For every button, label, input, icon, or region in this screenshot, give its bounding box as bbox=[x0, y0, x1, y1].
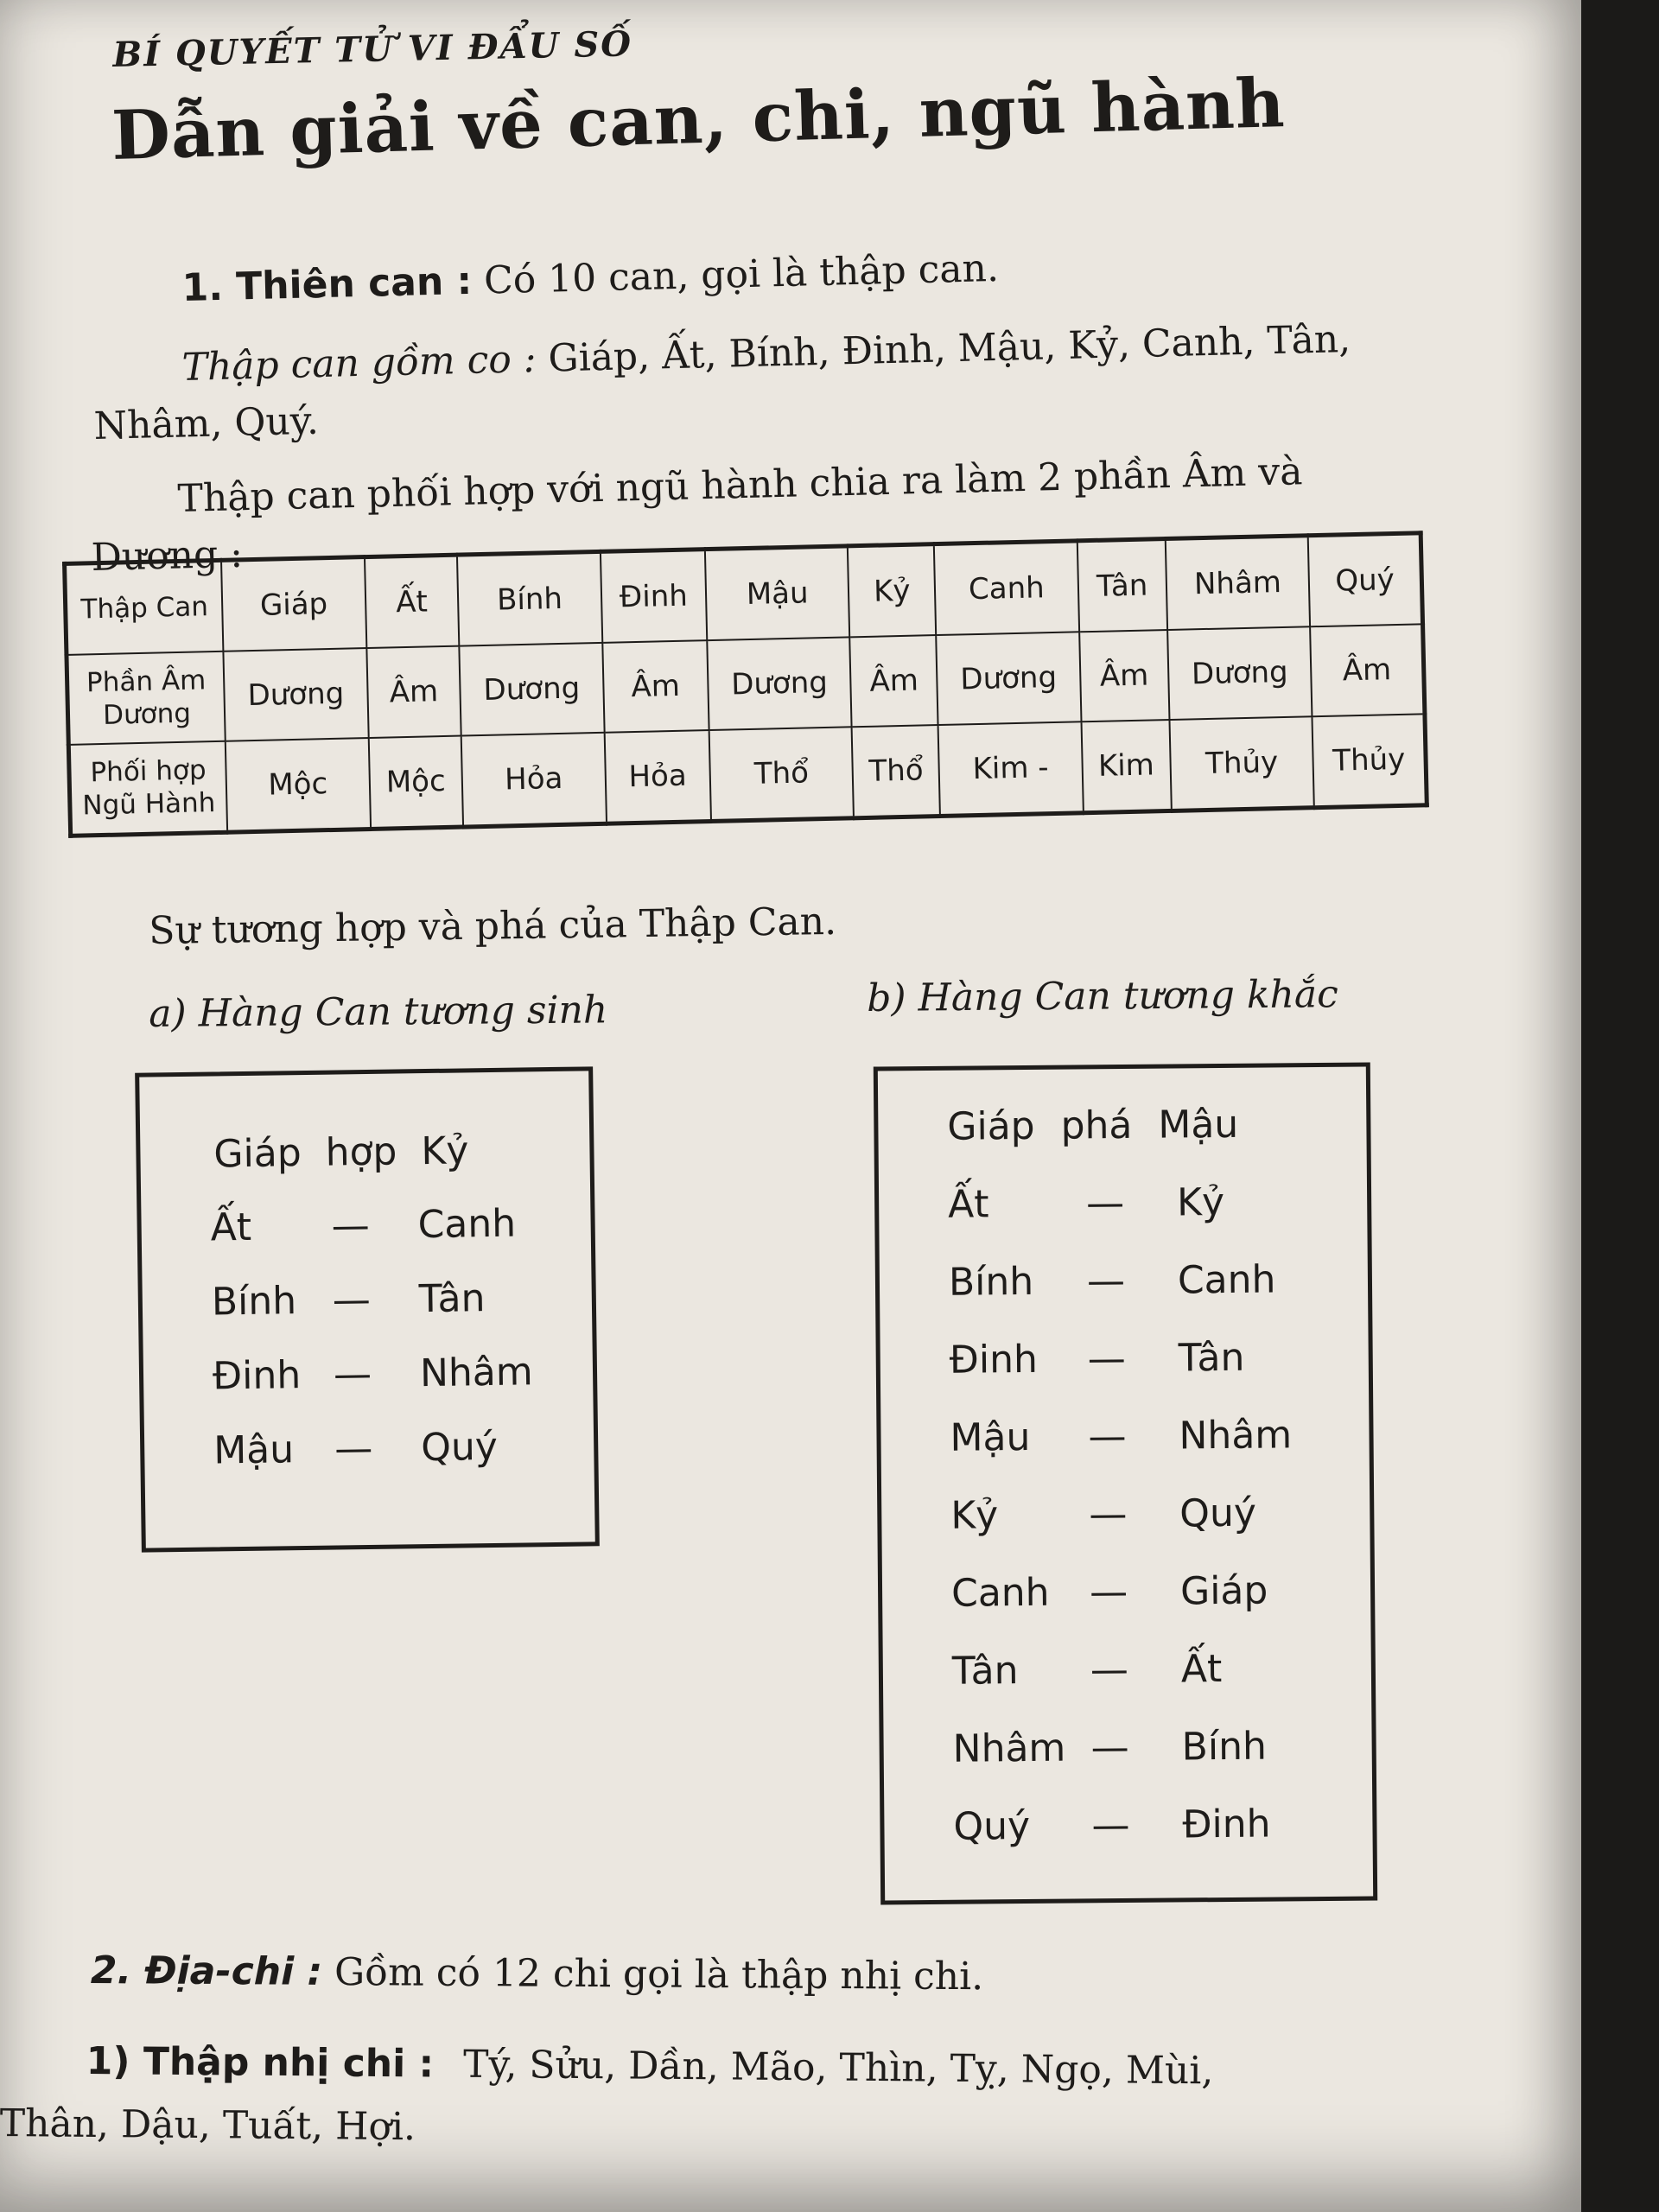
cell-am-duong: Âm bbox=[366, 646, 461, 738]
section1-line bbox=[181, 246, 999, 310]
can-right: Kỷ bbox=[421, 1128, 469, 1174]
cell-am-duong: Dương bbox=[1167, 626, 1313, 720]
can-left: Đinh bbox=[212, 1353, 302, 1399]
can-left: Kỷ bbox=[950, 1493, 999, 1538]
cell-am-duong: Dương bbox=[223, 648, 368, 741]
pair-row bbox=[951, 1646, 1324, 1694]
page-title: Dẫn giải về can, chi, ngũ hành bbox=[111, 64, 1287, 175]
relation-dash: — bbox=[1090, 1647, 1129, 1693]
can-left: Mậu bbox=[213, 1427, 295, 1473]
can-right: Giáp bbox=[1179, 1568, 1268, 1614]
box-b-caption: b) Hàng Can tương khắc bbox=[867, 972, 1338, 1020]
cell-can: Mậu bbox=[705, 546, 850, 640]
cell-can: Canh bbox=[934, 541, 1079, 635]
can-right: Nhâm bbox=[419, 1350, 534, 1396]
cell-am-duong: Âm bbox=[1310, 624, 1424, 716]
section1-text: Có 10 can, gọi là thập can. bbox=[483, 245, 1000, 303]
row-header-am-duong: Phần Âm Dương bbox=[67, 652, 226, 745]
thap-can-list-items: Giáp, Ất, Bính, Đinh, Mậu, Kỷ, Canh, Tân, bbox=[547, 316, 1351, 381]
can-right: Canh bbox=[1177, 1257, 1276, 1303]
cell-can: Bính bbox=[457, 551, 602, 645]
cell-am-duong: Âm bbox=[602, 640, 709, 733]
cell-can: Tân bbox=[1077, 539, 1166, 632]
can-right: Bính bbox=[1181, 1724, 1268, 1770]
tuong-hop-heading: Sự tương hợp và phá của Thập Can. bbox=[149, 899, 837, 953]
can-right: Đinh bbox=[1182, 1802, 1271, 1847]
thap-can-list-line2: Nhâm, Quý. bbox=[93, 398, 320, 448]
cell-am-duong: Dương bbox=[936, 632, 1081, 725]
cell-ngu-hanh: Thổ bbox=[852, 725, 940, 818]
cell-am-duong: Dương bbox=[707, 637, 852, 730]
pair-row bbox=[952, 1724, 1324, 1771]
thap-can-table bbox=[62, 531, 1429, 838]
can-left: Ất bbox=[947, 1182, 989, 1227]
can-left: Bính bbox=[948, 1259, 1034, 1305]
can-right: Kỷ bbox=[1176, 1179, 1225, 1225]
pair-row bbox=[948, 1257, 1320, 1305]
section3-line2: Thân, Dậu, Tuất, Hợi. bbox=[0, 2101, 416, 2150]
cell-ngu-hanh: Mộc bbox=[226, 738, 371, 832]
relation-dash: — bbox=[1089, 1569, 1128, 1615]
section3-line1 bbox=[86, 2039, 1214, 2093]
can-left: Canh bbox=[950, 1570, 1050, 1616]
cell-ngu-hanh: Thủy bbox=[1169, 716, 1314, 810]
can-left: Nhâm bbox=[952, 1726, 1066, 1771]
cell-am-duong: Âm bbox=[850, 635, 938, 727]
pair-row bbox=[947, 1179, 1319, 1227]
can-left: Quý bbox=[953, 1803, 1031, 1849]
cell-ngu-hanh: Thổ bbox=[709, 727, 854, 821]
pair-row bbox=[210, 1201, 556, 1250]
section1-heading: 1. Thiên can : bbox=[181, 258, 473, 310]
cell-ngu-hanh: Thủy bbox=[1313, 714, 1427, 807]
cell-can: Kỷ bbox=[848, 544, 936, 638]
cell-can: Ất bbox=[365, 555, 460, 648]
running-header: BÍ QUYẾT TỬ VI ĐẨU SỐ bbox=[112, 23, 633, 75]
can-right: Tân bbox=[1178, 1335, 1245, 1381]
can-right: Canh bbox=[417, 1201, 517, 1248]
relation-dash: — bbox=[1086, 1258, 1126, 1304]
section2-heading: 2. Địa-chi : bbox=[90, 1948, 323, 1994]
can-left: Giáp bbox=[947, 1103, 1035, 1149]
relation-word: hợp bbox=[325, 1129, 397, 1175]
can-left: Bính bbox=[211, 1279, 297, 1325]
can-left: Đinh bbox=[949, 1337, 1039, 1382]
relation-dash: — bbox=[333, 1351, 372, 1397]
pair-row bbox=[950, 1491, 1322, 1538]
pair-row bbox=[212, 1350, 558, 1399]
pair-row bbox=[213, 1128, 469, 1176]
can-left: Tân bbox=[951, 1649, 1019, 1694]
thap-can-list-label: Thập can gồm co : bbox=[181, 336, 537, 390]
relation-dash: — bbox=[334, 1426, 373, 1471]
cell-am-duong: Âm bbox=[1079, 630, 1169, 721]
can-right: Tân bbox=[418, 1276, 486, 1322]
pair-row bbox=[949, 1335, 1321, 1382]
relation-dash: — bbox=[1088, 1414, 1127, 1459]
relation-dash: — bbox=[1085, 1181, 1125, 1226]
pair-row bbox=[213, 1424, 559, 1473]
tuong-khac-box bbox=[874, 1063, 1377, 1905]
relation-dash: — bbox=[332, 1277, 372, 1323]
can-right: Mậu bbox=[1158, 1102, 1239, 1147]
can-left: Ất bbox=[210, 1205, 252, 1250]
cell-can: Quý bbox=[1308, 533, 1422, 626]
section2-text: Gồm có 12 chi gọi là thập nhị chi. bbox=[334, 1949, 984, 1999]
section3-list: Tý, Sửu, Dần, Mão, Thìn, Tỵ, Ngọ, Mùi, bbox=[462, 2042, 1214, 2094]
pair-row bbox=[953, 1802, 1325, 1849]
row-header-ngu-hanh: Phối hợp Ngũ Hành bbox=[68, 741, 227, 836]
relation-word: phá bbox=[1060, 1103, 1133, 1148]
relation-dash: — bbox=[1087, 1336, 1126, 1382]
box-a-caption: a) Hàng Can tương sinh bbox=[149, 988, 608, 1036]
tuong-sinh-box bbox=[135, 1066, 600, 1552]
cell-can: Giáp bbox=[221, 557, 366, 652]
can-right: Ất bbox=[1180, 1647, 1223, 1692]
cell-ngu-hanh: Hỏa bbox=[461, 733, 607, 827]
can-right: Quý bbox=[1179, 1491, 1257, 1536]
cell-ngu-hanh: Kim bbox=[1081, 720, 1171, 813]
section3-heading: 1) Thập nhị chi : bbox=[86, 2039, 435, 2087]
cell-ngu-hanh: Mộc bbox=[368, 736, 463, 830]
pair-row bbox=[950, 1413, 1321, 1460]
pair-row bbox=[211, 1275, 557, 1325]
phoi-hop-paragraph-line2: Dương : bbox=[91, 531, 244, 580]
phoi-hop-paragraph-line1: Thập can phối hợp với ngũ hành chia ra làm 2 phần Âm và bbox=[177, 449, 1303, 521]
cell-can: Đinh bbox=[601, 550, 707, 643]
relation-dash: — bbox=[331, 1203, 371, 1249]
can-right: Quý bbox=[420, 1424, 499, 1471]
cell-am-duong: Dương bbox=[459, 643, 604, 736]
cell-ngu-hanh: Hỏa bbox=[604, 730, 710, 823]
relation-dash: — bbox=[1089, 1491, 1128, 1537]
pair-row bbox=[947, 1103, 1238, 1149]
thap-can-list-line1 bbox=[181, 317, 1351, 390]
pair-row bbox=[950, 1568, 1323, 1616]
row-header-thap-can: Thập Can bbox=[65, 560, 224, 655]
can-left: Mậu bbox=[950, 1414, 1031, 1460]
cell-can: Nhâm bbox=[1165, 536, 1310, 630]
relation-dash: — bbox=[1091, 1802, 1130, 1848]
relation-dash: — bbox=[1090, 1725, 1129, 1770]
section2-line bbox=[91, 1948, 984, 1999]
can-right: Nhâm bbox=[1179, 1413, 1293, 1459]
can-left: Giáp bbox=[213, 1131, 302, 1177]
cell-ngu-hanh: Kim - bbox=[938, 721, 1084, 816]
